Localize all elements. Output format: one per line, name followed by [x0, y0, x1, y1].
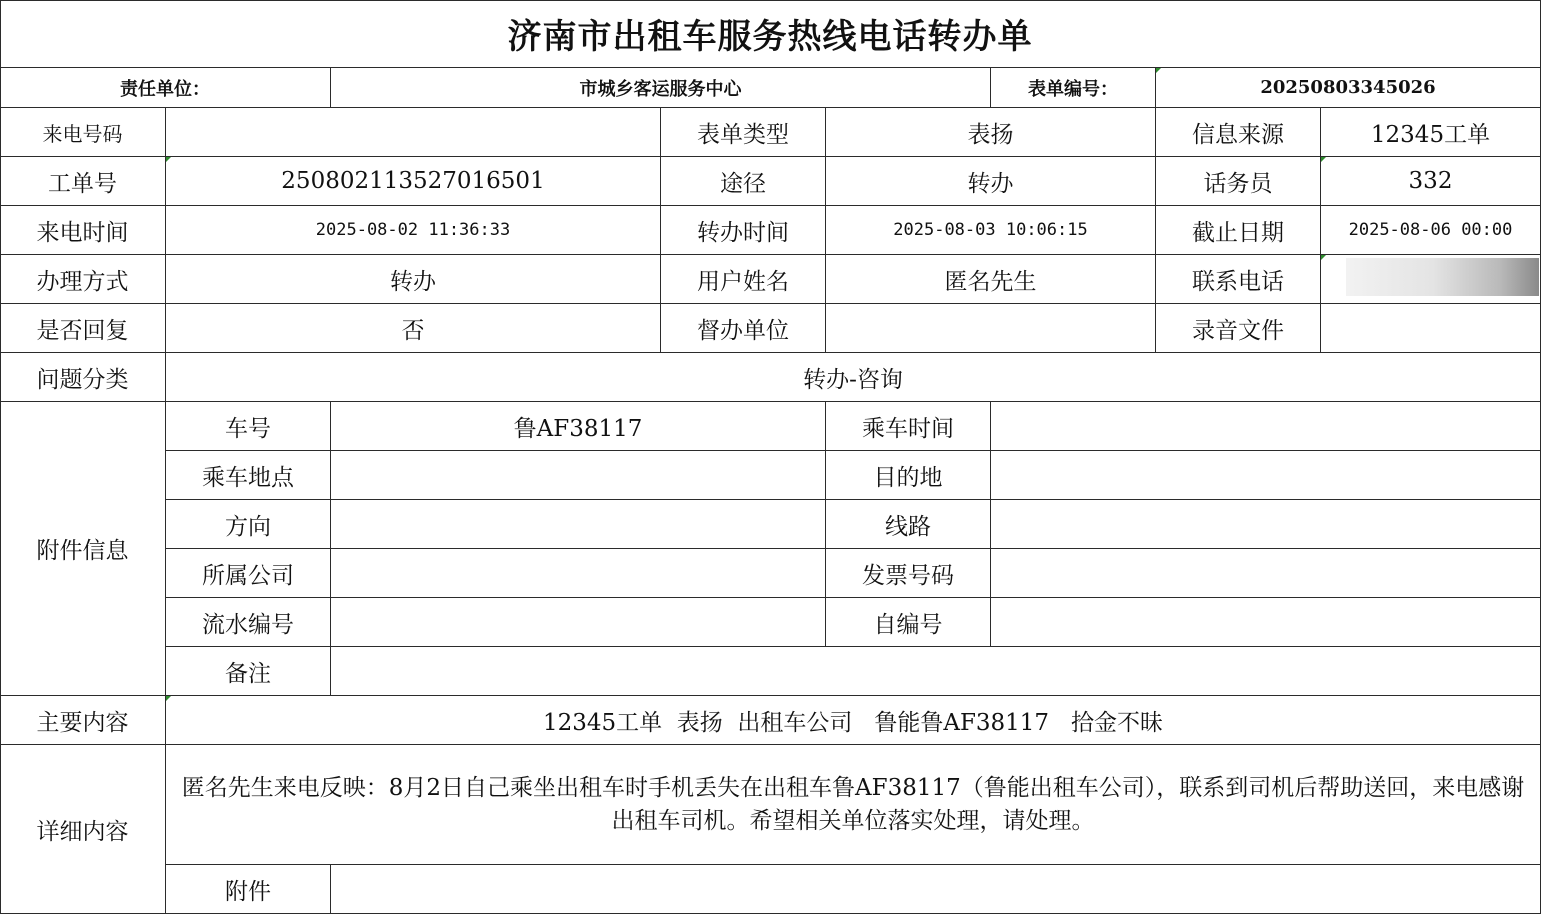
- attachment-info-label: 附件信息: [0, 402, 166, 696]
- ride-time-value: [991, 402, 1541, 451]
- main-content-label: 主要内容: [0, 696, 166, 745]
- form-type-label: 表单类型: [661, 108, 826, 157]
- cell-marker: [166, 696, 171, 701]
- attachment-label: 附件: [166, 865, 331, 914]
- user-name-value: 匿名先生: [826, 255, 1156, 304]
- cell-marker: [1156, 68, 1161, 73]
- pickup-label: 乘车地点: [166, 451, 331, 500]
- form-no-label: 表单编号：: [991, 68, 1156, 108]
- route-label: 线路: [826, 500, 991, 549]
- operator-value: 332: [1321, 157, 1541, 206]
- cell-marker: [1321, 255, 1326, 260]
- recording-label: 录音文件: [1156, 304, 1321, 353]
- channel-value: 转办: [826, 157, 1156, 206]
- caller-number-value: [166, 108, 661, 157]
- info-source-value: 12345工单: [1321, 108, 1541, 157]
- work-order-label: 工单号: [0, 157, 166, 206]
- form-type-value: 表扬: [826, 108, 1156, 157]
- deadline-value: 2025-08-06 00:00: [1321, 206, 1541, 255]
- company-label: 所属公司: [166, 549, 331, 598]
- main-content-value: 12345工单 表扬 出租车公司 鲁能鲁AF38117 拾金不昧: [166, 696, 1541, 745]
- transfer-time-label: 转办时间: [661, 206, 826, 255]
- call-time-value: 2025-08-02 11:36:33: [166, 206, 661, 255]
- handling-label: 办理方式: [0, 255, 166, 304]
- user-name-label: 用户姓名: [661, 255, 826, 304]
- ride-time-label: 乘车时间: [826, 402, 991, 451]
- caller-number-label: 来电号码: [0, 108, 166, 157]
- destination-value: [991, 451, 1541, 500]
- operator-label: 话务员: [1156, 157, 1321, 206]
- handling-value: 转办: [166, 255, 661, 304]
- invoice-label: 发票号码: [826, 549, 991, 598]
- company-value: [331, 549, 826, 598]
- detail-content-label: 详细内容: [0, 745, 166, 914]
- info-source-label: 信息来源: [1156, 108, 1321, 157]
- reply-label: 是否回复: [0, 304, 166, 353]
- category-label: 问题分类: [0, 353, 166, 402]
- responsible-unit-value: 市城乡客运服务中心: [331, 68, 991, 108]
- call-time-label: 来电时间: [0, 206, 166, 255]
- supervisor-value: [826, 304, 1156, 353]
- car-no-value: 鲁AF38117: [331, 402, 826, 451]
- responsible-unit-label: 责任单位：: [0, 68, 331, 108]
- car-no-label: 车号: [166, 402, 331, 451]
- form-no-value: 20250803345026: [1156, 68, 1541, 108]
- pickup-value: [331, 451, 826, 500]
- remark-label: 备注: [166, 647, 331, 696]
- self-no-label: 自编号: [826, 598, 991, 647]
- channel-label: 途径: [661, 157, 826, 206]
- invoice-value: [991, 549, 1541, 598]
- cell-marker: [166, 157, 171, 162]
- deadline-label: 截止日期: [1156, 206, 1321, 255]
- direction-label: 方向: [166, 500, 331, 549]
- self-no-value: [991, 598, 1541, 647]
- category-value: 转办-咨询: [166, 353, 1541, 402]
- supervisor-label: 督办单位: [661, 304, 826, 353]
- direction-value: [331, 500, 826, 549]
- attachment-value: [331, 865, 1541, 914]
- route-value: [991, 500, 1541, 549]
- reply-value: 否: [166, 304, 661, 353]
- redacted-phone-blur: [1346, 258, 1539, 296]
- detail-content-value: 匿名先生来电反映：8月2日自己乘坐出租车时手机丢失在出租车鲁AF38117（鲁能出租车公司），联系到司机后帮助送回，来电感谢出租车司机。希望相关单位落实处理，请处理。: [166, 745, 1541, 865]
- contact-phone-label: 联系电话: [1156, 255, 1321, 304]
- serial-value: [331, 598, 826, 647]
- remark-value: [331, 647, 1541, 696]
- serial-label: 流水编号: [166, 598, 331, 647]
- destination-label: 目的地: [826, 451, 991, 500]
- work-order-value: 250802113527016501: [166, 157, 661, 206]
- transfer-time-value: 2025-08-03 10:06:15: [826, 206, 1156, 255]
- recording-value: [1321, 304, 1541, 353]
- cell-marker: [1321, 157, 1326, 162]
- form-title: 济南市出租车服务热线电话转办单: [0, 0, 1541, 68]
